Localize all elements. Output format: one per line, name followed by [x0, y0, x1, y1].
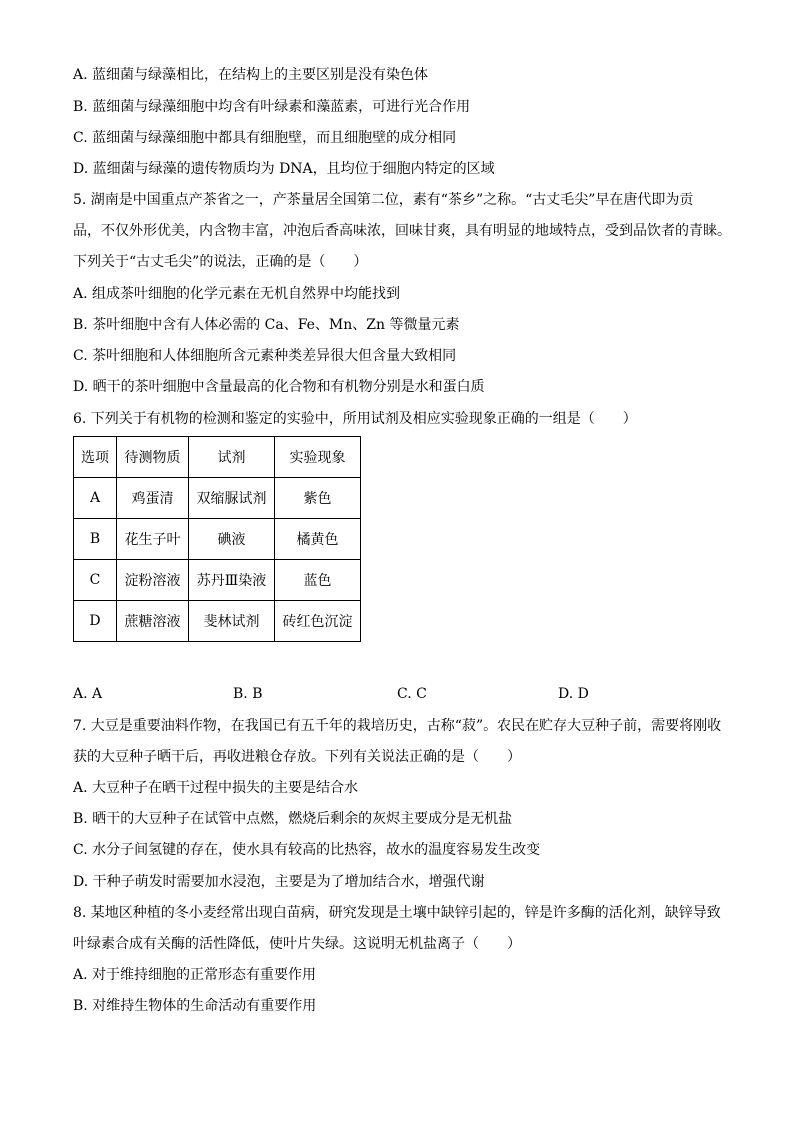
table-header-row — [74, 437, 361, 478]
table-cell: 砖红色沉淀 — [275, 601, 361, 642]
table-header-cell: 实验现象 — [275, 437, 361, 478]
q6-answer-d: D. D — [558, 686, 589, 702]
q7-stem-line-1: 7. 大豆是重要油料作物，在我国已有五千年的栽培历史，古称“菽”。农民在贮存大豆种子前，需要将刚收 — [73, 718, 722, 734]
table-cell: 双缩脲试剂 — [189, 478, 275, 519]
table-cell: 紫色 — [275, 478, 361, 519]
q5-stem-line-2: 品，不仅外形优美，内含物丰富，冲泡后香高味浓，回味甘爽，具有明显的地域特点，受到品饮者的青睐。 — [73, 223, 731, 239]
table-cell: D — [74, 601, 117, 642]
q4-option-a: A. 蓝细菌与绿藻相比，在结构上的主要区别是没有染色体 — [73, 67, 429, 83]
q7-option-b: B. 晒干的大豆种子在试管中点燃，燃烧后剩余的灰烬主要成分是无机盐 — [73, 811, 513, 827]
q7-option-a: A. 大豆种子在晒干过程中损失的主要是结合水 — [73, 780, 359, 796]
table-cell: 斐林试剂 — [189, 601, 275, 642]
table-cell: 苏丹Ⅲ染液 — [189, 560, 275, 601]
q8-stem-line-1: 8. 某地区种植的冬小麦经常出现白苗病，研究发现是土壤中缺锌引起的，锌是许多酶的活化剂，缺锌导致 — [73, 905, 721, 921]
q7-option-c: C. 水分子间氢键的存在，使水具有较高的比热容，故水的温度容易发生改变 — [73, 842, 541, 858]
table-cell: 淀粉溶液 — [117, 560, 189, 601]
table-cell: 蓝色 — [275, 560, 361, 601]
q6-answer-c: C. C — [397, 686, 427, 702]
q7-option-d: D. 干种子萌发时需要加水浸泡，主要是为了增加结合水，增强代谢 — [73, 874, 485, 890]
q5-option-d: D. 晒干的茶叶细胞中含量最高的化合物和有机物分别是水和蛋白质 — [73, 379, 485, 395]
q6-answer-b: B. B — [233, 686, 263, 702]
q5-stem-line-1: 5. 湖南是中国重点产茶省之一，产茶量居全国第二位，素有“茶乡”之称。“古丈毛尖”早在唐代即为贡 — [73, 192, 694, 208]
q4-option-b: B. 蓝细菌与绿藻细胞中均含有叶绿素和藻蓝素，可进行光合作用 — [73, 99, 471, 115]
q5-option-b: B. 茶叶细胞中含有人体必需的 Ca、Fe、Mn、Zn 等微量元素 — [73, 317, 460, 333]
q5-option-c: C. 茶叶细胞和人体细胞所含元素种类差异很大但含量大致相同 — [73, 348, 457, 364]
q5-stem-line-3: 下列关于“古丈毛尖”的说法，正确的是（ ） — [73, 254, 368, 270]
table-cell: 碘液 — [189, 519, 275, 560]
q6-answer-a: A. A — [73, 686, 103, 702]
table-row — [74, 519, 361, 560]
q5-option-a: A. 组成茶叶细胞的化学元素在无机自然界中均能找到 — [73, 286, 401, 302]
table-header-cell: 选项 — [74, 437, 117, 478]
table-cell: 花生子叶 — [117, 519, 189, 560]
experiment-table — [73, 436, 361, 642]
q4-option-d: D. 蓝细菌与绿藻的遗传物质均为 DNA，且均位于细胞内特定的区域 — [73, 161, 495, 177]
table-row — [74, 560, 361, 601]
q8-stem-line-2: 叶绿素合成有关酶的活性降低，使叶片失绿。这说明无机盐离子（ ） — [73, 936, 521, 952]
q7-stem-line-2: 获的大豆种子晒干后，再收进粮仓存放。下列有关说法正确的是（ ） — [73, 749, 521, 765]
table-cell: 鸡蛋清 — [117, 478, 189, 519]
table-cell: B — [74, 519, 117, 560]
q4-option-c: C. 蓝细菌与绿藻细胞中都具有细胞壁，而且细胞壁的成分相同 — [73, 130, 457, 146]
table-header-cell: 待测物质 — [117, 437, 189, 478]
q6-stem: 6. 下列关于有机物的检测和鉴定的实验中，所用试剂及相应实验现象正确的一组是（ ） — [73, 411, 637, 427]
q8-option-a: A. 对于维持细胞的正常形态有重要作用 — [73, 967, 317, 983]
table-header-cell: 试剂 — [189, 437, 275, 478]
table-row — [74, 478, 361, 519]
table-cell: A — [74, 478, 117, 519]
q8-option-b: B. 对维持生物体的生命活动有重要作用 — [73, 998, 317, 1014]
table-cell: 橘黄色 — [275, 519, 361, 560]
table-row — [74, 601, 361, 642]
table-cell: C — [74, 560, 117, 601]
table-cell: 蔗糖溶液 — [117, 601, 189, 642]
